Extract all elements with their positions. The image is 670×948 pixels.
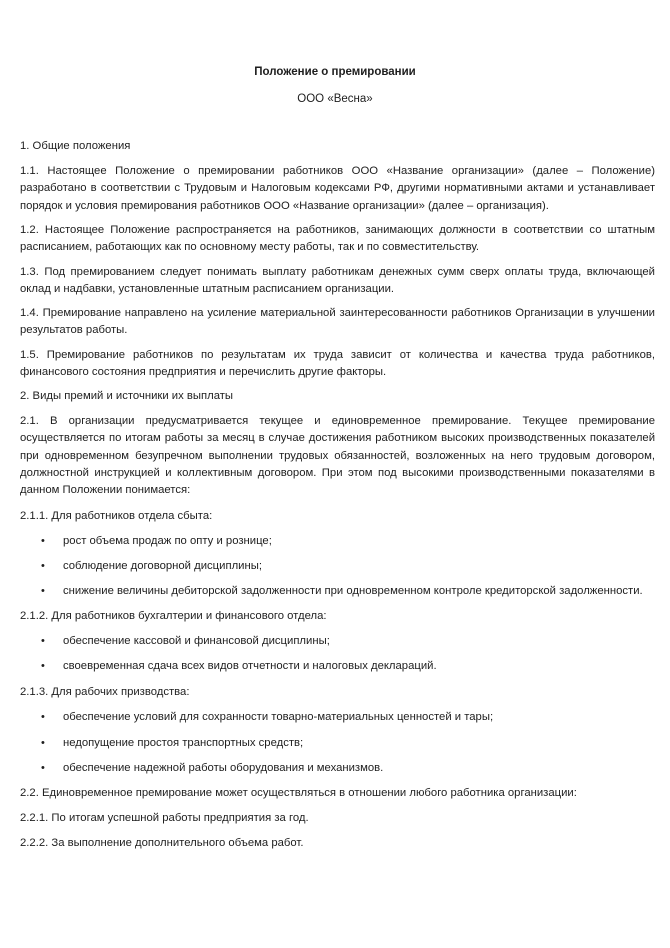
list-item: рост объема продаж по опту и рознице; — [63, 535, 272, 547]
list-item: обеспечение надежной работы оборудования и механизмов. — [63, 762, 384, 774]
bullet-marker: • — [41, 737, 45, 749]
bullet-marker: • — [41, 711, 45, 723]
subsection-2-1-2-label: 2.1.2. Для работников бухгалтерии и финансового отдела: — [20, 610, 327, 622]
bullet-marker: • — [41, 560, 45, 572]
paragraph-1-3: 1.3. Под премированием следует понимать выплату работникам денежных сумм сверх оплаты труда, включающей оклад и надбавки, установленные штатным расписанием организации. — [20, 266, 655, 296]
bullet-marker: • — [41, 660, 45, 672]
subsection-2-1-3-label: 2.1.3. Для рабочих призводства: — [20, 686, 190, 698]
list-item: обеспечение кассовой и финансовой дисциплины; — [63, 635, 330, 647]
bullet-marker: • — [41, 635, 45, 647]
organization-name: ООО «Весна» — [297, 93, 373, 105]
subsection-2-1-1-label: 2.1.1. Для работников отдела сбыта: — [20, 510, 213, 522]
paragraph-2-2-1: 2.2.1. По итогам успешной работы предприятия за год. — [20, 812, 309, 824]
section-2-heading: 2. Виды премий и источники их выплаты — [20, 390, 234, 402]
document-title: Положение о премировании — [254, 66, 416, 78]
paragraph-1-4: 1.4. Премирование направлено на усиление материальной заинтересованности работников Организации в улучшении результатов работы. — [20, 307, 655, 337]
paragraph-1-1: 1.1. Настоящее Положение о премировании работников ООО «Название организации» (далее – Положение) разработано в соответствии с Трудовым и Налоговым кодексами РФ, другими нормативными актами и устанавливает порядок и условия премирования работников ООО «Название организации» (далее – организация). — [20, 165, 655, 212]
section-1-heading: 1. Общие положения — [20, 140, 131, 152]
bullet-marker: • — [41, 535, 45, 547]
paragraph-2-2-2: 2.2.2. За выполнение дополнительного объема работ. — [20, 837, 304, 849]
bullet-marker: • — [41, 585, 45, 597]
list-item: своевременная сдача всех видов отчетности и налоговых деклараций. — [63, 660, 437, 672]
list-item: недопущение простоя транспортных средств; — [63, 737, 304, 749]
paragraph-1-5: 1.5. Премирование работников по результатам их труда зависит от количества и качества труда работников, финансового состояния предприятия и перечислить другие факторы. — [20, 349, 655, 379]
paragraph-2-2: 2.2. Единовременное премирование может осуществляться в отношении любого работника организации: — [20, 787, 577, 799]
paragraph-1-2: 1.2. Настоящее Положение распространяется на работников, занимающих должности в соответствии со штатным расписанием, работающих как по основному месту работы, так и по совместительству. — [20, 224, 655, 254]
paragraph-2-1: 2.1. В организации предусматривается текущее и единовременное премирование. Текущее премирование осуществляется по итогам работы за месяц в случае достижения работником высоких производственных показателей при одновременном безупречном выполнении трудовых обязанностей, возложенных на него трудовым договором, должностной инструкцией и коллективным договором. При этом под высокими производственными показателями в данном Положении понимается: — [20, 415, 655, 497]
list-item: соблюдение договорной дисциплины; — [63, 560, 262, 572]
bullet-marker: • — [41, 762, 45, 774]
list-item: обеспечение условий для сохранности товарно-материальных ценностей и тары; — [63, 711, 494, 723]
list-item: снижение величины дебиторской задолженности при одновременном контроле кредиторской задолженности. — [63, 585, 643, 597]
